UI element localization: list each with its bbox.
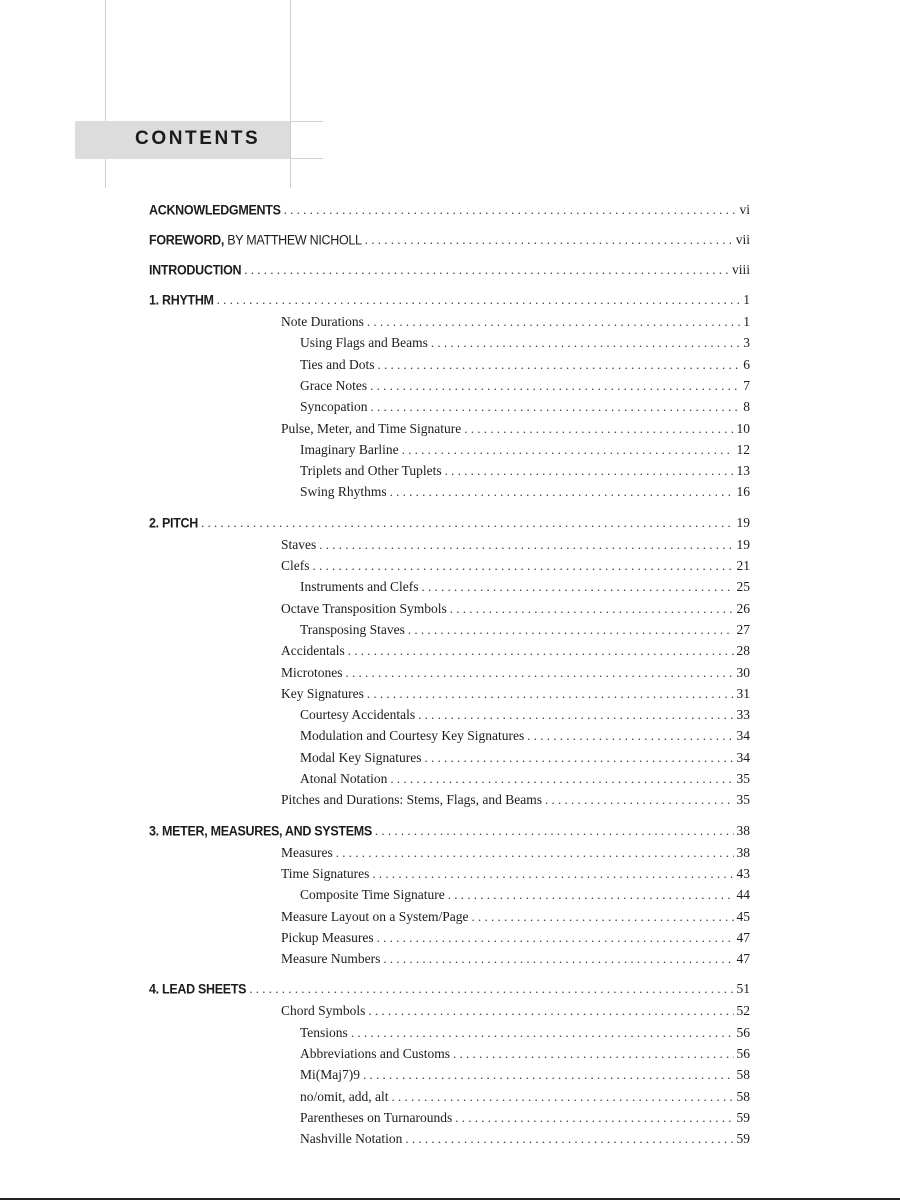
entry-title — [281, 845, 333, 861]
subsection-entry — [0, 1089, 900, 1109]
entry-title-text: Parentheses on Turnarounds — [300, 1109, 453, 1125]
subsection-entry — [0, 887, 900, 907]
dot-leader — [424, 750, 733, 766]
entry-title — [300, 399, 368, 415]
page-number: 19 — [736, 536, 750, 552]
front-matter-entry — [0, 262, 900, 282]
chapter-entry — [0, 515, 900, 535]
entry-title — [300, 728, 524, 744]
page-number: 34 — [736, 749, 750, 765]
subsection-entry — [0, 750, 900, 770]
dot-leader — [378, 357, 741, 373]
entry-title — [300, 335, 428, 351]
section-entry — [0, 558, 900, 578]
subsection-entry — [0, 463, 900, 483]
section-entry — [0, 421, 900, 441]
section-entry — [0, 1003, 900, 1023]
entry-title-text: Pickup Measures — [281, 929, 374, 945]
dot-leader — [351, 1025, 734, 1041]
dot-leader — [405, 1131, 733, 1147]
page-number: 31 — [736, 685, 750, 701]
entry-title-plain: BY MATTHEW NICHOLL — [224, 232, 362, 248]
subsection-entry — [0, 484, 900, 504]
entry-title-text: Instruments and Clefs — [300, 579, 419, 595]
entry-title — [300, 622, 405, 638]
dot-leader — [390, 484, 734, 500]
page-number: 12 — [736, 441, 750, 457]
page-number: 25 — [736, 579, 750, 595]
dot-leader — [377, 930, 734, 946]
entry-title — [149, 982, 246, 997]
dot-leader — [383, 951, 733, 967]
section-entry — [0, 866, 900, 886]
entry-title-text: Abbreviations and Customs — [300, 1046, 450, 1061]
entry-title-text: Grace Notes — [300, 377, 368, 393]
entry-title-text: Composite Time Signature — [300, 887, 445, 903]
entry-title-text: Modal Key Signatures — [300, 749, 422, 765]
entry-title-text: Chord Symbols — [281, 1003, 366, 1019]
crop-line-right — [290, 0, 291, 188]
dot-leader — [464, 421, 733, 437]
entry-title — [300, 1089, 389, 1105]
entry-title — [300, 707, 415, 723]
subsection-entry — [0, 1046, 900, 1066]
subsection-entry — [0, 378, 900, 398]
entry-title — [149, 262, 241, 277]
dot-leader — [319, 537, 733, 553]
page-number: 47 — [736, 929, 750, 945]
crop-line-left — [105, 0, 106, 188]
subsection-entry — [0, 728, 900, 748]
entry-title-text: Measures — [281, 844, 333, 860]
entry-title-text: Staves — [281, 536, 317, 552]
page-number: 7 — [743, 377, 750, 393]
dot-leader — [368, 1003, 733, 1019]
subsection-entry — [0, 1110, 900, 1130]
entry-title — [300, 1046, 450, 1062]
entry-title — [300, 484, 387, 500]
entry-title-text: Modulation and Courtesy Key Signatures — [300, 728, 525, 744]
dot-leader — [408, 622, 734, 638]
dot-leader — [201, 515, 734, 531]
section-entry — [0, 314, 900, 334]
entry-title — [300, 887, 445, 903]
entry-title-text: no/omit, add, alt — [300, 1088, 389, 1104]
page-title: CONTENTS — [135, 128, 261, 149]
entry-title — [300, 463, 442, 479]
page-number: 47 — [736, 951, 750, 967]
dot-leader — [371, 399, 741, 415]
dot-leader — [527, 728, 733, 744]
entry-title — [281, 558, 310, 574]
entry-title-text: Microtones — [281, 664, 343, 680]
subsection-entry — [0, 622, 900, 642]
entry-title-text: Measure Layout on a System/Page — [281, 908, 469, 924]
dot-leader — [348, 643, 734, 659]
page-number: vii — [735, 232, 750, 247]
section-entry — [0, 601, 900, 621]
entry-title-text: Time Signatures — [281, 865, 370, 881]
page-number: 59 — [736, 1109, 750, 1125]
section-entry — [0, 537, 900, 557]
page-number: 38 — [736, 844, 750, 860]
entry-title — [300, 378, 367, 394]
entry-title-text: Measure Numbers — [281, 951, 381, 967]
entry-title-text: Ties and Dots — [300, 356, 375, 372]
subsection-entry — [0, 399, 900, 419]
subsection-entry — [0, 442, 900, 462]
section-entry — [0, 951, 900, 971]
page-number: 13 — [736, 463, 750, 479]
page-number: 59 — [736, 1131, 750, 1147]
chapter-entry — [0, 292, 900, 312]
page-number: 38 — [736, 822, 750, 838]
page-number: 35 — [736, 771, 750, 786]
section-entry — [0, 643, 900, 663]
entry-title-text: Atonal Notation — [300, 771, 388, 786]
chapter-entry — [0, 823, 900, 843]
page-number: 45 — [736, 908, 750, 924]
page-number: 30 — [736, 664, 750, 680]
section-entry — [0, 909, 900, 929]
page-number: 56 — [736, 1046, 750, 1061]
dot-leader — [455, 1110, 733, 1126]
entry-title — [281, 792, 542, 808]
entry-title-text: Nashville Notation — [300, 1131, 403, 1147]
dot-leader — [418, 707, 733, 723]
entry-title-text: Mi(Maj7)9 — [300, 1067, 360, 1083]
page-number: 6 — [743, 356, 750, 372]
entry-title — [281, 601, 447, 617]
page-number: 27 — [736, 621, 750, 637]
page-number: 1 — [743, 292, 750, 307]
entry-title — [300, 750, 421, 766]
entry-title — [149, 515, 198, 530]
subsection-entry — [0, 1131, 900, 1151]
page-number: viii — [731, 262, 750, 277]
page-number: 43 — [736, 865, 750, 881]
dot-leader — [244, 262, 729, 278]
dot-leader — [453, 1046, 734, 1062]
front-matter-entry — [0, 232, 900, 252]
entry-title — [281, 665, 343, 681]
entry-title-text: Clefs — [281, 558, 310, 573]
entry-title-text: Using Flags and Beams — [300, 335, 428, 351]
entry-title-text: Accidentals — [281, 643, 345, 659]
dot-leader — [365, 232, 733, 248]
entry-title — [281, 686, 364, 702]
dot-leader — [450, 601, 734, 617]
entry-title — [300, 1067, 360, 1083]
entry-title — [300, 1025, 348, 1041]
dot-leader — [346, 665, 734, 681]
page-number: 19 — [736, 514, 750, 530]
dot-leader — [431, 335, 740, 351]
section-entry — [0, 665, 900, 685]
dot-leader — [375, 823, 734, 839]
entry-title — [149, 202, 281, 217]
entry-title — [281, 930, 374, 946]
page-number: 33 — [736, 707, 750, 723]
entry-title — [281, 314, 364, 330]
section-entry — [0, 845, 900, 865]
dot-leader — [392, 1089, 734, 1105]
subsection-entry — [0, 335, 900, 355]
page-number: vi — [739, 202, 750, 217]
subsection-entry — [0, 771, 900, 791]
dot-leader — [390, 771, 733, 787]
entry-title — [300, 1110, 452, 1126]
entry-title — [281, 537, 316, 553]
page-number: 26 — [736, 600, 750, 616]
dot-leader — [421, 579, 733, 595]
entry-title-text: Transposing Staves — [300, 621, 405, 637]
dot-leader — [313, 558, 734, 574]
dot-leader — [370, 378, 740, 394]
subsection-entry — [0, 579, 900, 599]
entry-title-text: ACKNOWLEDGMENTS — [149, 202, 281, 218]
entry-title-text: Pitches and Durations: Stems, Flags, and Beams — [281, 792, 542, 808]
entry-title — [149, 232, 362, 247]
entry-title — [281, 421, 461, 437]
page-number: 34 — [736, 728, 750, 744]
dot-leader — [217, 292, 741, 308]
dot-leader — [402, 442, 734, 458]
dot-leader — [372, 866, 733, 882]
entry-title — [300, 579, 418, 595]
entry-title-text: Note Durations — [281, 314, 364, 329]
page-number: 51 — [736, 981, 750, 997]
entry-title-text: 2. PITCH — [149, 515, 198, 531]
page-number: 8 — [743, 399, 750, 415]
front-matter-entry — [0, 202, 900, 222]
entry-title — [281, 643, 345, 659]
dot-leader — [367, 314, 740, 330]
entry-title-text: FOREWORD, — [149, 232, 225, 248]
page-number: 21 — [736, 558, 750, 573]
page-number: 28 — [736, 643, 750, 659]
entry-title — [300, 442, 399, 458]
page-number: 16 — [736, 484, 750, 500]
entry-title — [281, 1003, 365, 1019]
dot-leader — [363, 1067, 734, 1083]
entry-title-text: INTRODUCTION — [149, 262, 242, 278]
entry-title-text: 1. RHYTHM — [149, 292, 214, 308]
dot-leader — [448, 887, 734, 903]
entry-title-text: Key Signatures — [281, 685, 364, 701]
entry-title — [149, 292, 214, 307]
subsection-entry — [0, 1025, 900, 1045]
entry-title — [300, 1131, 402, 1147]
entry-title — [149, 823, 372, 838]
entry-title-text: Courtesy Accidentals — [300, 707, 416, 723]
subsection-entry — [0, 707, 900, 727]
subsection-entry — [0, 1067, 900, 1087]
page-number: 35 — [736, 792, 750, 808]
entry-title — [281, 909, 468, 925]
dot-leader — [545, 792, 734, 808]
dot-leader — [471, 909, 733, 925]
chapter-entry — [0, 981, 900, 1001]
subsection-entry — [0, 357, 900, 377]
dot-leader — [284, 202, 737, 218]
page-number: 56 — [736, 1024, 750, 1040]
entry-title-text: Pulse, Meter, and Time Signature — [281, 420, 462, 436]
page-number: 1 — [743, 314, 750, 329]
section-entry — [0, 686, 900, 706]
entry-title-text: Syncopation — [300, 399, 368, 415]
entry-title — [300, 357, 375, 373]
dot-leader — [445, 463, 734, 479]
dot-leader — [336, 845, 734, 861]
entry-title — [300, 771, 387, 787]
page-number: 52 — [736, 1003, 750, 1019]
entry-title-text: Imaginary Barline — [300, 441, 399, 457]
page-number: 10 — [736, 420, 750, 436]
entry-title-text: 4. LEAD SHEETS — [149, 981, 247, 997]
entry-title — [281, 866, 369, 882]
entry-title-text: 3. METER, MEASURES, AND SYSTEMS — [149, 823, 372, 839]
entry-title-text: Octave Transposition Symbols — [281, 600, 447, 616]
entry-title-text: Triplets and Other Tuplets — [300, 463, 442, 479]
dot-leader — [367, 686, 734, 702]
dot-leader — [249, 981, 733, 997]
page-number: 44 — [736, 887, 750, 903]
entry-title — [281, 951, 380, 967]
page-number: 58 — [736, 1067, 750, 1083]
section-entry — [0, 930, 900, 950]
section-entry — [0, 792, 900, 812]
page-number: 58 — [736, 1088, 750, 1104]
page-number: 3 — [743, 335, 750, 351]
entry-title-text: Tensions — [300, 1024, 348, 1040]
entry-title-text: Swing Rhythms — [300, 484, 387, 500]
